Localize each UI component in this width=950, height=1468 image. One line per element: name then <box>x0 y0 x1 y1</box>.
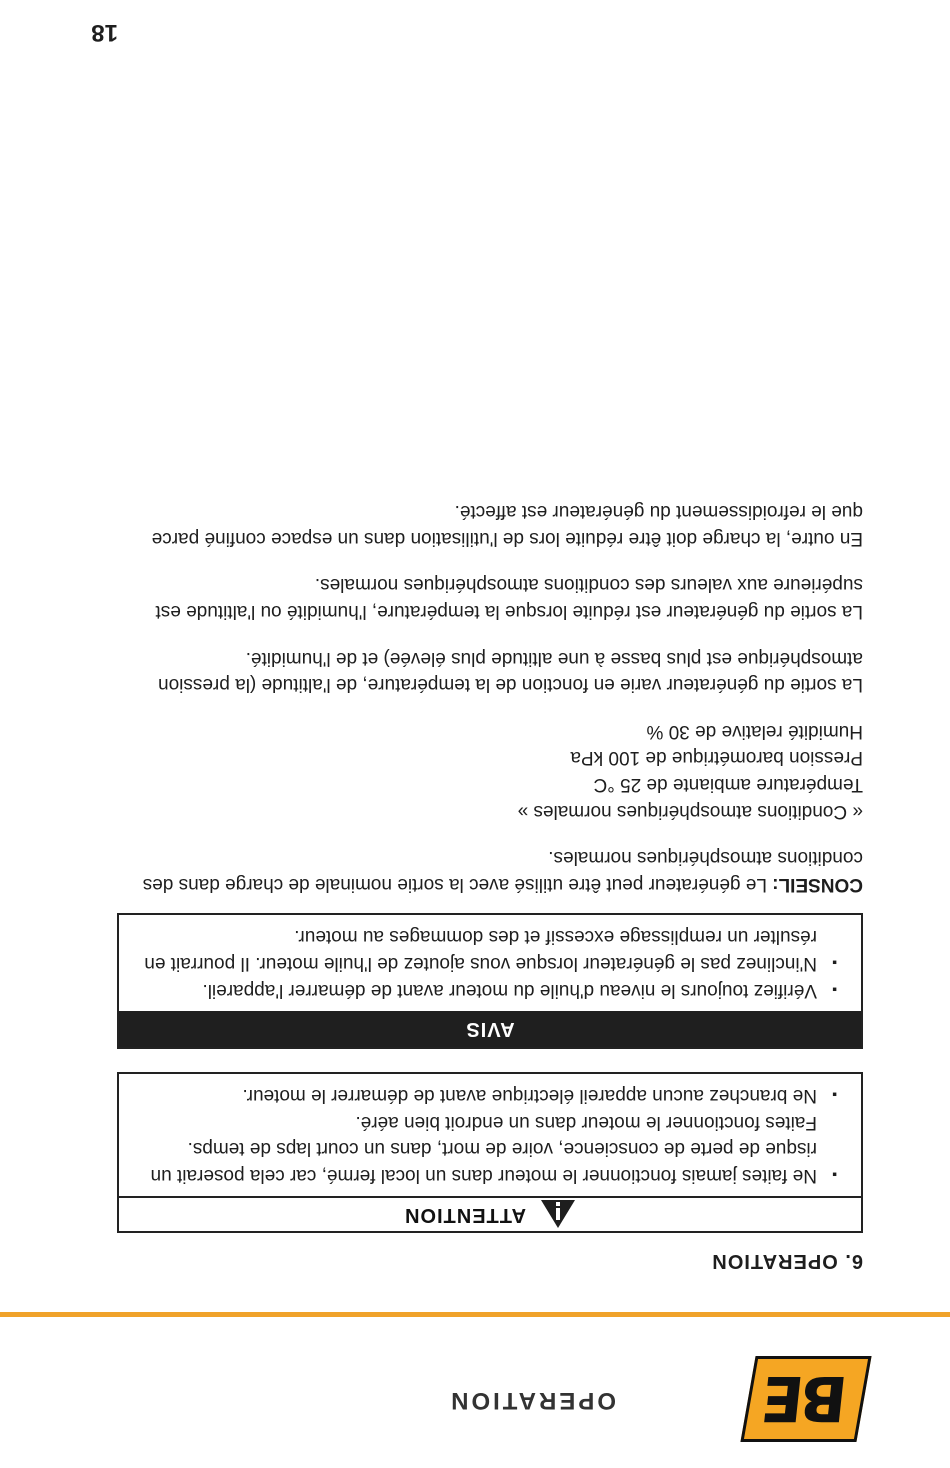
attention-list <box>119 1074 861 1196</box>
standard-conditions <box>117 717 863 823</box>
page-number: 18 <box>91 19 118 46</box>
attention-header <box>119 1196 861 1231</box>
output-variation-paragraph: La sortie du générateur varie en fonction de la température, de l'altitude (la pression atmosphérique est plus basse à une altitude plus élevée) et de l'humidité. <box>158 647 863 696</box>
tip-paragraph <box>117 844 863 897</box>
conditions-title: « Conditions atmosphériques normales » <box>517 800 863 822</box>
condition-line: Humidité relative de 30 % <box>646 720 863 742</box>
notice-header <box>119 1011 861 1047</box>
attention-title: ATTENTION <box>404 1204 526 1226</box>
attention-item: ▪ Ne branchez aucun appareil électrique avant de démarrer le moteur. <box>141 1082 837 1109</box>
tip-text: Le générateur peut être utilisé avec la sortie nominale de charge dans des conditions atmosphériques normales. <box>142 847 863 895</box>
attention-item: ▪ Ne faites jamais fonctionner le moteur dans un local fermé, car cela poserait un risque de perte de conscience, voire de mort, dans un court laps de temps. Faites fonctionner le moteur dans un endroit bien aéré. <box>141 1108 837 1188</box>
notice-title: AVIS <box>465 1018 515 1041</box>
brand-logo-text: BE <box>761 1362 851 1436</box>
page-header <box>0 1308 950 1468</box>
brand-logo <box>740 1356 871 1442</box>
warning-triangle-icon <box>540 1200 576 1230</box>
condition-line: Pression barométrique de 100 kPa <box>570 747 863 769</box>
confined-space-paragraph: En outre, la charge doit être réduite lors de l'utilisation dans un espace confiné parce que le refroidissement du générateur est affecté. <box>151 501 863 549</box>
section-heading: 6. OPERATION <box>711 1250 863 1272</box>
notice-item: ▪ Vérifiez toujours le niveau d'huile du moteur avant de démarrer l'appareil. <box>141 976 837 1003</box>
attention-box <box>117 1072 863 1233</box>
page-content <box>117 498 863 1272</box>
notice-list <box>119 915 861 1011</box>
output-reduction-paragraph: La sortie du générateur est réduite lorsque la température, l'humidité ou l'altitude est supérieure aux valeurs des conditions atmosphériques normales. <box>155 574 863 623</box>
notice-item: ▪ N'inclinez pas le générateur lorsque vous ajoutez de l'huile moteur. Il pourrait en résulter un remplissage excessif et des dommages au moteur. <box>141 923 837 976</box>
header-accent-rule <box>0 1312 950 1317</box>
tip-label: CONSEIL: <box>772 873 863 895</box>
header-section-title: OPERATION <box>448 1387 616 1414</box>
condition-line: Température ambiante de 25 °C <box>593 774 863 796</box>
notice-box <box>117 913 863 1049</box>
